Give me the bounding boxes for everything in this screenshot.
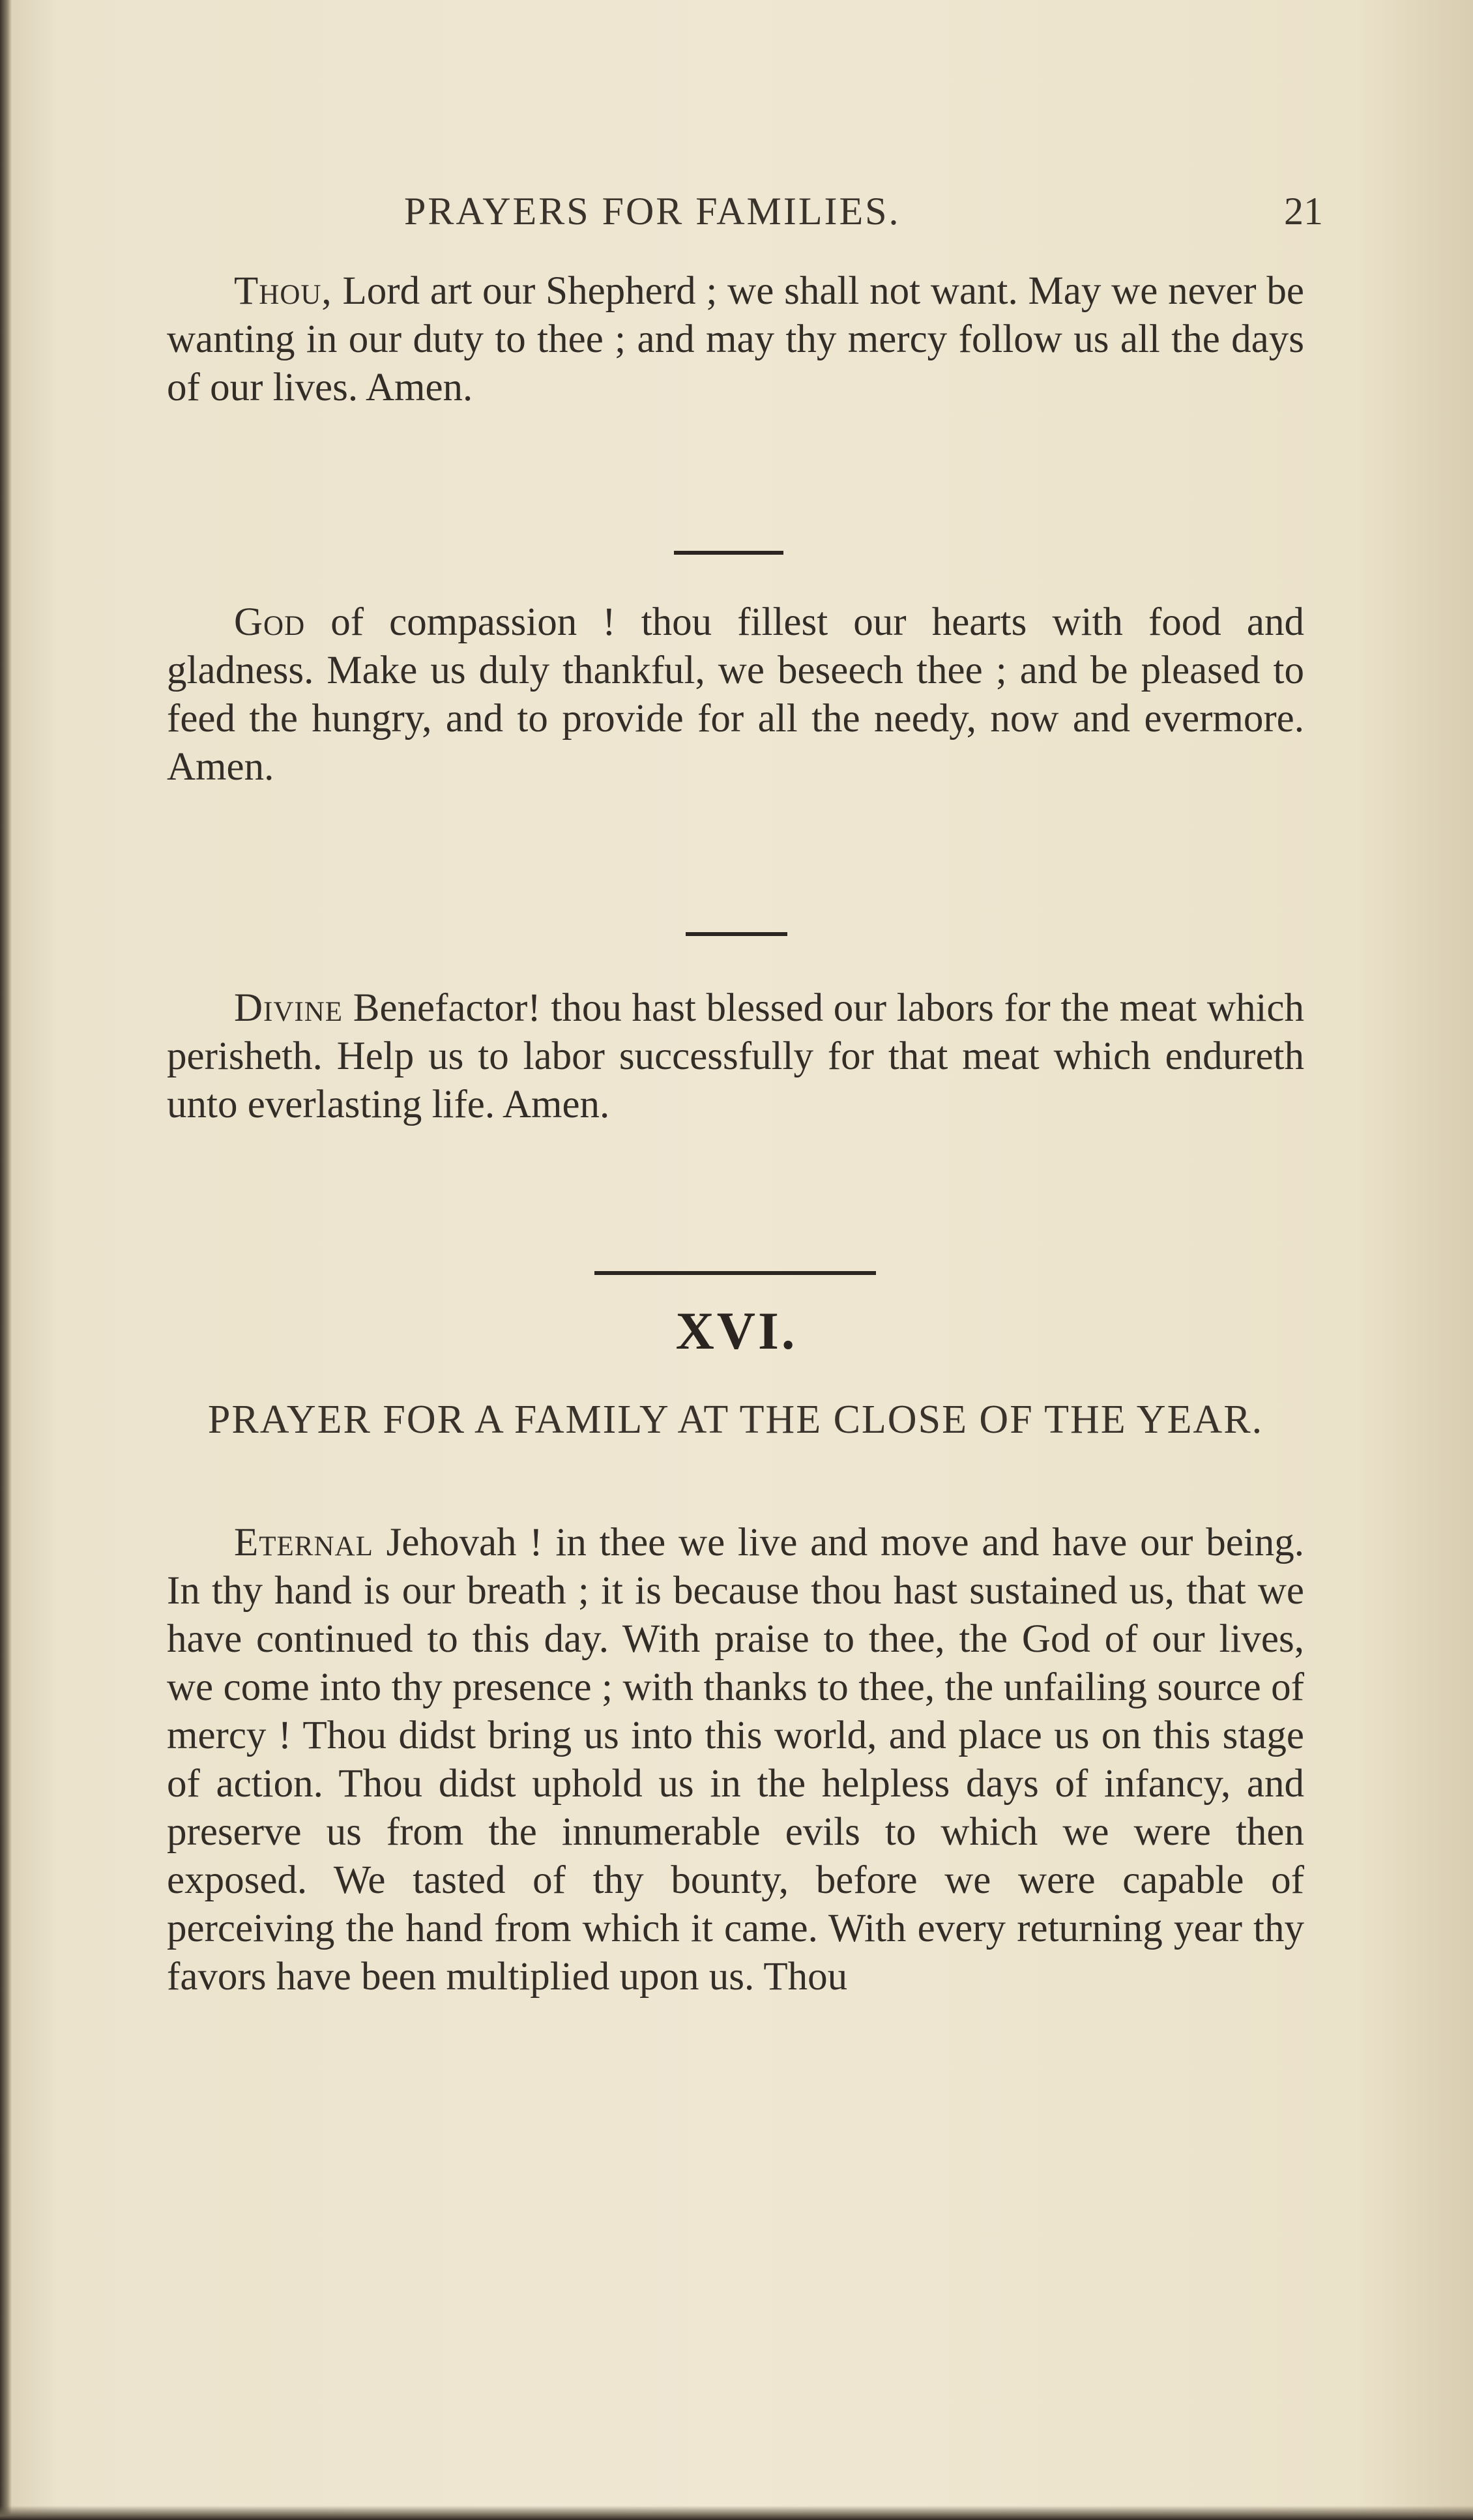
page-number: 21 <box>1284 190 1323 233</box>
section-lead-word: Eternal <box>234 1521 373 1564</box>
prayer-paragraph <box>167 984 1304 1129</box>
prayer-text: Benefactor! thou hast blessed our labors for the meat which perisheth. Help us to labor successfully for that meat which endureth unto everlasting life. Amen. <box>167 986 1304 1126</box>
section-paragraph <box>167 1519 1304 2001</box>
prayer-lead-word: Thou, <box>234 269 332 313</box>
prayer-lead-word: Divine <box>234 986 343 1030</box>
running-title: PRAYERS FOR FAMILIES. <box>404 190 901 233</box>
prayer-text: Lord art our Shepherd ; we shall not want. May we never be wanting in our duty to thee ; and may thy mercy follow us all the days of our lives. Amen. <box>167 269 1304 409</box>
divider-rule <box>686 932 787 936</box>
prayer-paragraph <box>167 598 1304 791</box>
prayer-paragraph <box>167 267 1304 412</box>
page-bottom-edge <box>0 2506 1473 2520</box>
section-number: XVI. <box>675 1301 798 1360</box>
section-heading: PRAYER FOR A FAMILY AT THE CLOSE OF THE YEAR. <box>207 1398 1264 1442</box>
running-head <box>404 189 1369 241</box>
binding-edge <box>0 0 12 2520</box>
section-divider-rule <box>594 1271 876 1275</box>
prayer-text: of compassion ! thou fillest our hearts with food and gladness. Make us duly thankful, we beseech thee ; and be pleased to feed the hungry, and to provide for all the needy, now and evermore. Amen. <box>167 600 1304 789</box>
prayer-lead-word: God <box>234 600 306 644</box>
section-text: Jehovah ! in thee we live and move and have our being. In thy hand is our breath ; it is because thou hast sustained us, that we have continued to this day. With praise to thee, the God of our lives, we come into thy presence ; with thanks to thee, the unfailing source of mercy ! Thou didst bring us into this world, and place us on this stage of action. Thou didst uphold us in the helpless days of infancy, and preserve us from the innumerable evils to which we were then exposed. We tasted of thy bounty, before we were capable of perceiving the hand from which it came. With every returning year thy favors have been multiplied upon us. Thou <box>167 1521 1304 1999</box>
divider-rule <box>674 551 783 555</box>
